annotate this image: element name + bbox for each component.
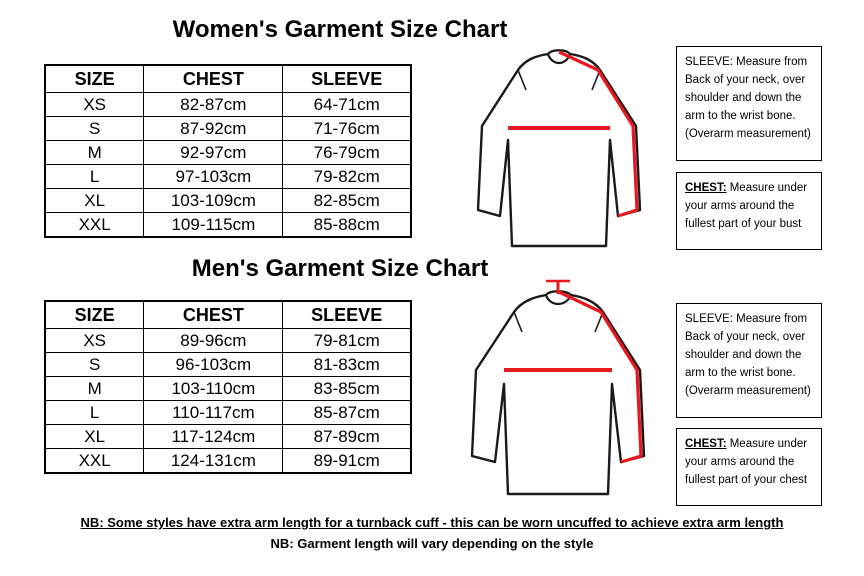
cell-sleeve: 83-85cm [283,377,411,401]
column-header-sleeve: SLEEVE [283,65,411,93]
cell-size: XXL [45,449,144,474]
table-row [45,165,411,189]
note-line: fullest part of your bust [685,218,802,230]
column-header-sleeve: SLEEVE [283,301,411,329]
cell-size: M [45,141,144,165]
cell-chest: 103-110cm [144,377,283,401]
cell-sleeve: 79-81cm [283,329,411,353]
note-line: shoulder and down the [685,349,802,361]
cell-chest: 103-109cm [144,189,283,213]
cell-size: XXL [45,213,144,238]
cell-size: L [45,165,144,189]
cell-sleeve: 89-91cm [283,449,411,474]
table-row [45,449,411,474]
cell-sleeve: 71-76cm [283,117,411,141]
note-line: fullest part of your chest [685,474,808,486]
women-chest-instruction-box [676,172,822,250]
note-line: (Overarm measurement) [685,385,811,397]
table-row [45,329,411,353]
table-header-row [45,65,411,93]
note-line: arm to the wrist bone. [685,110,796,122]
womens-garment-illustration [440,40,670,255]
note-line: arm to the wrist bone. [685,367,796,379]
note-line: SLEEVE: Measure from [685,56,808,68]
footer-note-1-text: NB: Some styles have extra arm length for a turnback cuff - this can be worn uncuffed to achieve extra arm length [80,515,784,530]
cell-sleeve: 85-88cm [283,213,411,238]
cell-size: L [45,401,144,425]
column-header-size: SIZE [45,301,144,329]
cell-sleeve: 87-89cm [283,425,411,449]
men-sleeve-instruction-box [676,303,822,418]
table-header-row [45,301,411,329]
note-line: Back of your neck, over [685,74,806,86]
cell-sleeve: 81-83cm [283,353,411,377]
cell-size: XL [45,189,144,213]
cell-chest: 124-131cm [144,449,283,474]
cell-sleeve: 85-87cm [283,401,411,425]
cell-sleeve: 64-71cm [283,93,411,117]
table-row [45,425,411,449]
cell-chest: 82-87cm [144,93,283,117]
garment-body-outline [472,295,644,494]
table-row [45,189,411,213]
cell-size: XS [45,329,144,353]
mens-garment-illustration [440,278,670,503]
cell-sleeve: 79-82cm [283,165,411,189]
cell-chest: 110-117cm [144,401,283,425]
men-size-table [44,300,412,474]
column-header-chest: CHEST [144,301,283,329]
footer-note-2: NB: Garment length will vary depending on the style [270,536,594,551]
note-line: Back of your neck, over [685,331,806,343]
men-chart-title: Men's Garment Size Chart [191,255,489,282]
table-row [45,353,411,377]
cell-chest: 109-115cm [144,213,283,238]
women-size-table [44,64,412,238]
men-chest-instruction-box [676,428,822,506]
chest-label: CHEST: [685,438,727,450]
table-row [45,141,411,165]
cell-chest: 89-96cm [144,329,283,353]
note-line-chest: CHEST: Measure under [685,438,808,450]
note-line: your arms around the [685,200,795,212]
cell-chest: 87-92cm [144,117,283,141]
note-line: (Overarm measurement) [685,128,811,140]
table-row [45,93,411,117]
note-line: your arms around the [685,456,795,468]
cell-size: M [45,377,144,401]
cell-chest: 117-124cm [144,425,283,449]
cell-size: XL [45,425,144,449]
note-line: shoulder and down the [685,92,802,104]
chest-label: CHEST: [685,182,727,194]
cell-size: S [45,117,144,141]
cell-size: XS [45,93,144,117]
garment-body-outline [478,54,640,246]
women-chart-title: Women's Garment Size Chart [172,16,508,43]
footer-note-1 [0,515,864,530]
cell-chest: 96-103cm [144,353,283,377]
table-row [45,117,411,141]
column-header-size: SIZE [45,65,144,93]
cell-sleeve: 82-85cm [283,189,411,213]
column-header-chest: CHEST [144,65,283,93]
table-row [45,213,411,238]
note-line-chest: CHEST: Measure under [685,182,808,194]
women-sleeve-instruction-box [676,46,822,161]
table-row [45,377,411,401]
cell-sleeve: 76-79cm [283,141,411,165]
cell-chest: 97-103cm [144,165,283,189]
note-line: SLEEVE: Measure from [685,313,808,325]
cell-chest: 92-97cm [144,141,283,165]
cell-size: S [45,353,144,377]
table-row [45,401,411,425]
